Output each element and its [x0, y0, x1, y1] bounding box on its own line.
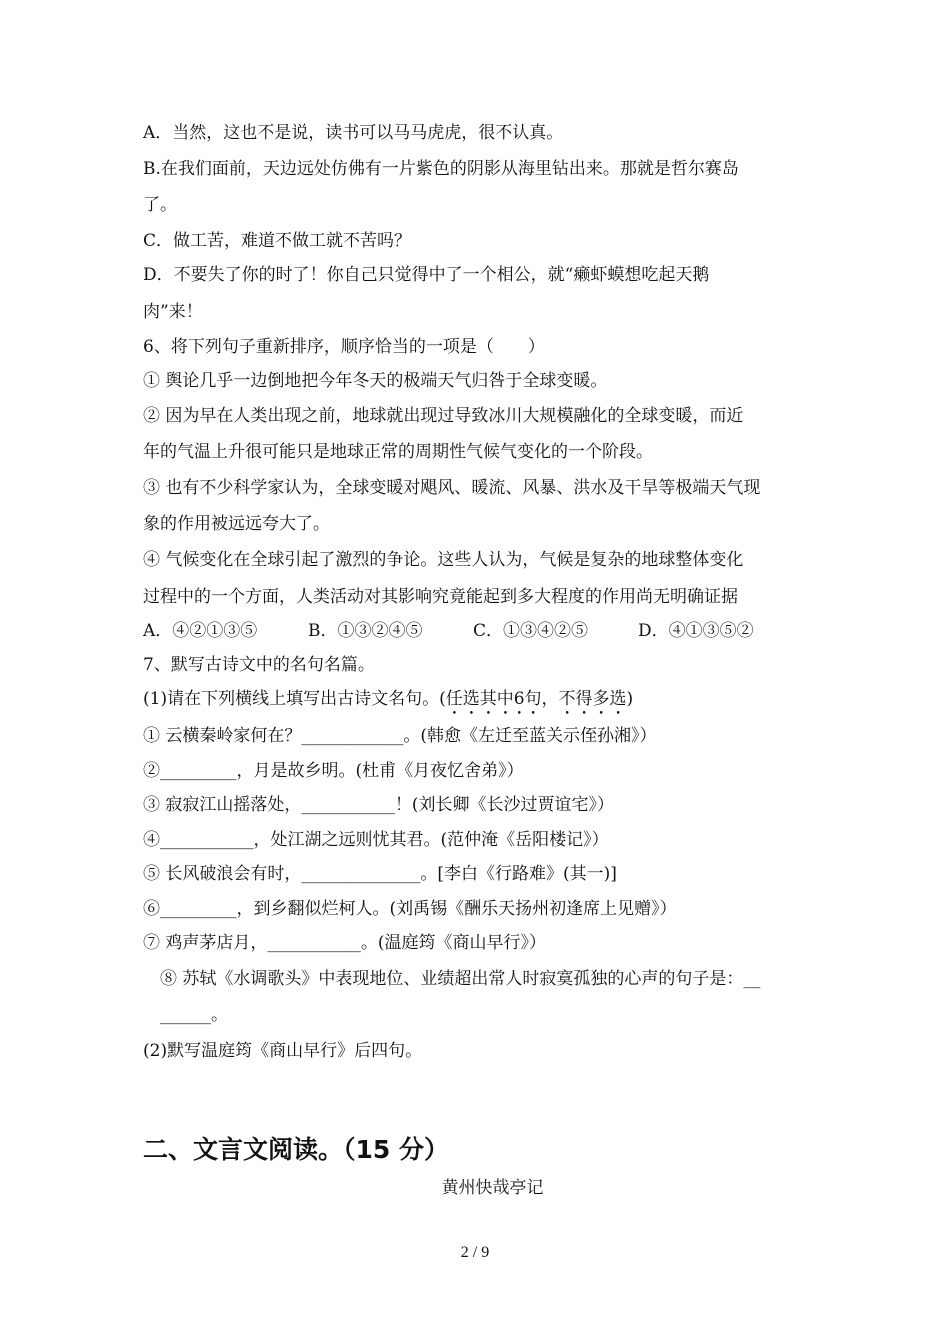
q7-item-8-line1: ⑧ 苏轼《水调歌头》中表现地位、业绩超出常人时寂寞孤独的心声的句子是：__ [160, 969, 761, 989]
q6-sentence-2-line1: ② 因为早在人类出现之前，地球就出现过导致冰川大规模融化的全球变暖，而近 [143, 406, 744, 426]
q6-stem: 6、将下列句子重新排序，顺序恰当的一项是（ ） [143, 337, 545, 357]
q7-item-6: ⑥_________，到乡翻似烂柯人。(刘禹锡《酬乐天扬州初逢席上见赠》） [143, 899, 677, 919]
q7-stem: 7、默写古诗文中的名句名篇。 [143, 655, 375, 675]
q5-option-c: C．做工苦，难道不做工就不苦吗？ [143, 231, 412, 251]
q5-option-d-line2: 肉”来！ [143, 302, 203, 322]
q6-sentence-3-line2: 象的作用被远远夸大了。 [143, 514, 330, 534]
q7-sub1-post: ) [626, 689, 634, 709]
section-heading: 二、文言文阅读。（15 分） [143, 1135, 449, 1164]
q6-sentence-3-line1: ③ 也有不少科学家认为，全球变暖对飓风、暖流、风暴、洪水及干旱等极端天气现 [143, 478, 761, 498]
q6-choices [143, 620, 754, 642]
q7-sub2: (2)默写温庭筠《商山早行》后四句。 [143, 1041, 423, 1061]
q7-item-4: ④___________，处江湖之远则忧其君。(范仲淹《岳阳楼记》） [143, 830, 609, 850]
q7-sub1-instruction [143, 688, 633, 719]
q7-item-3: ③ 寂寂江山摇落处，___________！(刘长卿《长沙过贾谊宅》） [143, 795, 615, 815]
q7-item-1: ① 云横秦岭家何在？____________。(韩愈《左迁至蓝关示侄孙湘》） [143, 726, 657, 746]
q6-sentence-2-line2: 年的气温上升很可能只是地球正常的周期性气候气变化的一个阶段。 [143, 442, 653, 462]
q7-item-2: ②_________，月是故乡明。(杜甫《月夜忆舍弟》） [143, 761, 524, 781]
q6-choice-b: B．①③②④⑤ [308, 621, 423, 641]
q7-item-7: ⑦ 鸡声茅店月，___________。(温庭筠《商山早行》） [143, 933, 547, 953]
q7-sub1-emphasis: 任选其中6句，不得多选 [445, 689, 627, 709]
q5-option-d-line1: D．不要失了你的时了！你自己只觉得中了一个相公，就“癞虾蟆想吃起天鹅 [143, 265, 710, 285]
q5-option-b-line1: B.在我们面前，天边远处仿佛有一片紫色的阴影从海里钻出来。那就是哲尔赛岛 [143, 159, 739, 179]
q6-sentence-1: ① 舆论几乎一边倒地把今年冬天的极端天气归咎于全球变暖。 [143, 371, 608, 391]
q6-choice-d: D．④①③⑤② [638, 621, 754, 641]
q6-sentence-4-line2: 过程中的一个方面，人类活动对其影响究竟能起到多大程度的作用尚无明确证据 [143, 587, 738, 607]
q6-sentence-4-line1: ④ 气候变化在全球引起了激烈的争论。这些人认为，气候是复杂的地球整体变化 [143, 550, 744, 570]
q5-option-b-line2: 了。 [143, 195, 177, 215]
q7-item-8-line2: ______。 [160, 1005, 228, 1025]
q6-choice-c: C．①③④②⑤ [473, 621, 589, 641]
passage-title: 黄州快哉亭记 [441, 1178, 544, 1198]
q5-option-a: A．当然，这也不是说，读书可以马马虎虎，很不认真。 [143, 123, 564, 143]
q7-sub1-pre: (1)请在下列横线上填写出古诗文名句。( [143, 689, 446, 709]
q6-choice-a: A．④②①③⑤ [143, 621, 258, 641]
page-number: 2 / 9 [460, 1244, 490, 1261]
q7-item-5: ⑤ 长风破浪会有时，______________。[李白《行路难》(其一)] [143, 864, 617, 884]
